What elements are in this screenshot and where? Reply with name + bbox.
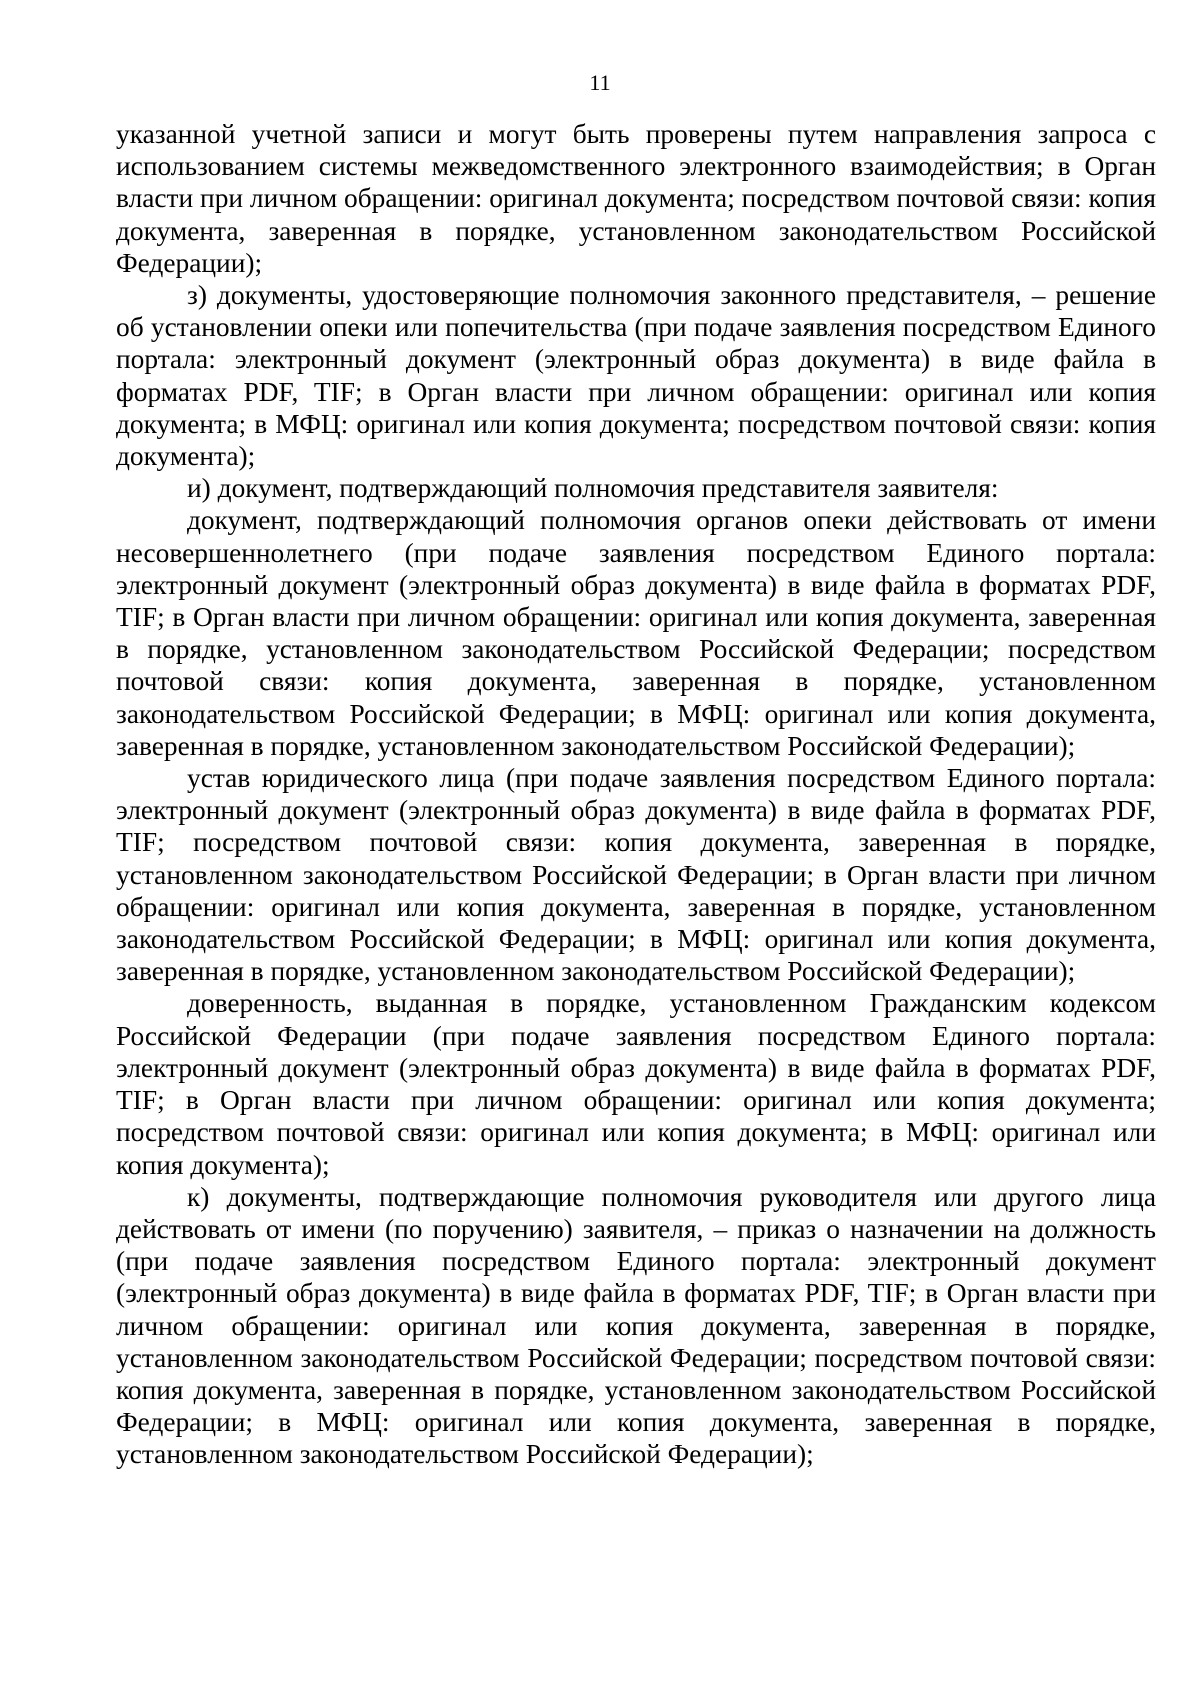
paragraph-charter: устав юридического лица (при подаче заявления посредством Единого портала: электронный документ (электронный образ документа) в виде файла в форматах PDF, TIF; посредством почтовой связи: копия документа, заверенная в порядке, установленном законодательством Российской Федерации; в Орган власти при личном обращении: оригинал или копия документа, заверенная в порядке, установленном законодательством Российской Федерации; в МФЦ: оригинал или копия документа, заверенная в порядке, установленном законодательством Российской Федерации);	[116, 763, 1156, 987]
paragraph-item-k: к) документы, подтверждающие полномочия руководителя или другого лица действовать от имени (по поручению) заявителя, – приказ о назначении на должность (при подаче заявления посредством Единого портала: электронный документ (электронный образ документа) в виде файла в форматах PDF, TIF; в Орган власти при личном обращении: оригинал или копия документа, заверенная в порядке, установленном законодательством Российской Федерации; посредством почтовой связи: копия документа, заверенная в порядке, установленном законодательством Российской Федерации; в МФЦ: оригинал или копия документа, заверенная в порядке, установленном законодательством Российской Федерации);	[116, 1181, 1156, 1470]
paragraph-item-i: и) документ, подтверждающий полномочия представителя заявителя:	[187, 473, 999, 504]
paragraph-guardianship-authority: документ, подтверждающий полномочия органов опеки действовать от имени несовершеннолетнего (при подаче заявления посредством Единого портала: электронный документ (электронный образ документа) в виде файла в форматах PDF, TIF; в Орган власти при личном обращении: оригинал или копия документа, заверенная в порядке, установленном законодательством Российской Федерации; посредством почтовой связи: копия документа, заверенная в порядке, установленном законодательством Российской Федерации; в МФЦ: оригинал или копия документа, заверенная в порядке, установленном законодательством Российской Федерации);	[116, 505, 1156, 761]
paragraph-power-of-attorney: доверенность, выданная в порядке, установленном Гражданским кодексом Российской Федерации (при подаче заявления посредством Единого портала: электронный документ (электронный образ документа) в виде файла в форматах PDF, TIF; в Орган власти при личном обращении: оригинал или копия документа; посредством почтовой связи: оригинал или копия документа; в МФЦ: оригинал или копия документа);	[116, 988, 1156, 1180]
document-body	[116, 118, 1156, 1471]
paragraph-item-z: з) документы, удостоверяющие полномочия законного представителя, – решение об установлении опеки или попечительства (при подаче заявления посредством Единого портала: электронный документ (электронный образ документа) в виде файла в форматах PDF, TIF; в Орган власти при личном обращении: оригинал или копия документа; в МФЦ: оригинал или копия документа; посредством почтовой связи: копия документа);	[116, 280, 1156, 472]
paragraph-continuation: указанной учетной записи и могут быть проверены путем направления запроса с использованием системы межведомственного электронного взаимодействия; в Орган власти при личном обращении: оригинал документа; посредством почтовой связи: копия документа, заверенная в порядке, установленном законодательством Российской Федерации);	[116, 119, 1156, 278]
page-number: 11	[589, 70, 611, 95]
